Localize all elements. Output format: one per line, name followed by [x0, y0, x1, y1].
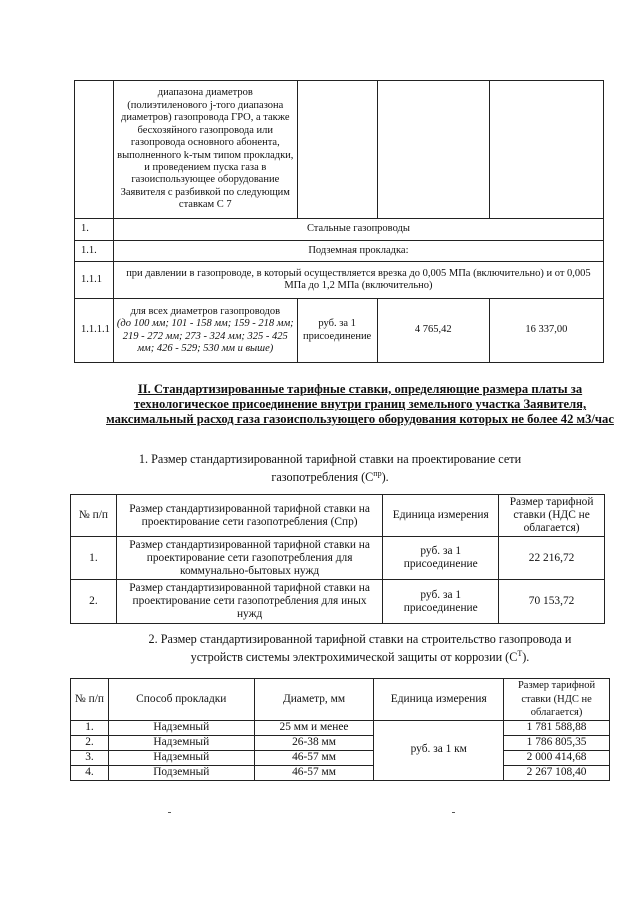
- diameter-description: [113, 299, 297, 363]
- diameter-cell: 46-57 мм: [254, 765, 374, 780]
- value-cell: 2 267 108,40: [504, 765, 610, 780]
- row-number: 1.1.: [75, 241, 114, 262]
- method-cell: Подземный: [108, 765, 254, 780]
- method-cell: Надземный: [108, 750, 254, 765]
- value-cell: 1 786 805,35: [504, 735, 610, 750]
- column-header: Единица измерения: [383, 495, 499, 537]
- section-heading: II. Стандартизированные тарифные ставки, определяющие размера платы за технологическое присоединение внутри границ земельного участка Заявителя, максимальный расход газа газоиспользующего оборудования которых не более 42 м3/час: [106, 382, 614, 427]
- table-row: [71, 720, 610, 735]
- column-header: Единица измерения: [374, 679, 504, 721]
- diameter-description-line: для всех диаметров газопроводов: [130, 305, 281, 317]
- section-label: Стальные газопроводы: [113, 219, 603, 241]
- row-number: 2.: [71, 580, 117, 624]
- unit-cell: руб. за 1 присоединение: [383, 580, 499, 624]
- row-number: 1.: [75, 219, 114, 241]
- method-cell: Надземный: [108, 735, 254, 750]
- column-header: Способ прокладки: [108, 679, 254, 721]
- diameter-ranges: (до 100 мм; 101 - 158 мм; 159 - 218 мм; 219 - 272 мм; 273 - 324 мм; 325 - 425 мм; 426 - 529; 530 мм и выше): [116, 318, 294, 354]
- table-row: [75, 299, 604, 363]
- rate-name: Размер стандартизированной тарифной ставки на проектирование сети газопотребления для иных нужд: [116, 580, 382, 624]
- table-row: [71, 537, 605, 580]
- row-number: 1.1.1: [75, 262, 114, 299]
- unit-cell: руб. за 1 присоединение: [383, 537, 499, 580]
- table-row: [71, 735, 610, 750]
- tariff-table-continuation: [74, 80, 604, 363]
- value-cell: 4 765,42: [377, 299, 489, 363]
- table-row: [75, 241, 604, 262]
- table-row: [75, 81, 604, 219]
- section-label: Подземная прокладка:: [113, 241, 603, 262]
- row-number: 1.: [71, 537, 117, 580]
- construction-rate-table: [70, 678, 610, 781]
- method-cell: Надземный: [108, 720, 254, 735]
- value-cell: 1 781 588,88: [504, 720, 610, 735]
- design-rate-table: [70, 494, 605, 624]
- value-cell: 22 216,72: [499, 537, 605, 580]
- diameter-cell: 46-57 мм: [254, 750, 374, 765]
- column-header: № п/п: [71, 495, 117, 537]
- column-header: № п/п: [71, 679, 109, 721]
- continuation-text: диапазона диаметров (полиэтиленового j-того диапазона диаметров) газопровода ГРО, а также бесхозяйного газопровода или газопровода основного абонента, выполненного k-тым типом прокладки, и проведением пуска газа в газоиспользующее оборудование Заявителя с разбивкой по следующим ставкам C 7: [113, 81, 297, 219]
- value-cell: 2 000 414,68: [504, 750, 610, 765]
- diameter-cell: 26-38 мм: [254, 735, 374, 750]
- table-row: [71, 765, 610, 780]
- table-row: [71, 750, 610, 765]
- scan-mark: [168, 812, 171, 813]
- scan-mark: [452, 812, 455, 813]
- row-number: 1.: [71, 720, 109, 735]
- column-header: Размер тарифной ставки (НДС не облагается): [499, 495, 605, 537]
- column-header: Размер тарифной ставки (НДС не облагается): [504, 679, 610, 721]
- subsection-title-2: 2. Размер стандартизированной тарифной ставки на строительство газопровода и устройств системы электрохимической защиты от коррозии $(С^Т)$.: [148, 632, 572, 664]
- table-header-row: [71, 495, 605, 537]
- rate-name: Размер стандартизированной тарифной ставки на проектирование сети газопотребления для коммунально-бытовых нужд: [116, 537, 382, 580]
- table-row: [75, 262, 604, 299]
- table-row: [71, 580, 605, 624]
- column-header: Диаметр, мм: [254, 679, 374, 721]
- row-number: 3.: [71, 750, 109, 765]
- value-cell: 70 153,72: [499, 580, 605, 624]
- subsection-title-1: 1. Размер стандартизированной тарифной ставки на проектирование сети газопотребления $(С^{пр})$.: [138, 452, 522, 484]
- diameter-cell: 25 мм и менее: [254, 720, 374, 735]
- row-number: 4.: [71, 765, 109, 780]
- table-row: [75, 219, 604, 241]
- column-header: Размер стандартизированной тарифной ставки на проектирование сети газопотребления (Спр): [116, 495, 382, 537]
- row-number: 2.: [71, 735, 109, 750]
- row-number: 1.1.1.1: [75, 299, 114, 363]
- table-header-row: [71, 679, 610, 721]
- section-label: при давлении в газопроводе, в который осуществляется врезка до 0,005 МПа (включительно) и от 0,005 МПа до 1,2 МПа (включительно): [113, 262, 603, 299]
- value-cell: 16 337,00: [489, 299, 603, 363]
- unit-cell: руб. за 1 присоединение: [297, 299, 377, 363]
- unit-cell: руб. за 1 км: [374, 720, 504, 780]
